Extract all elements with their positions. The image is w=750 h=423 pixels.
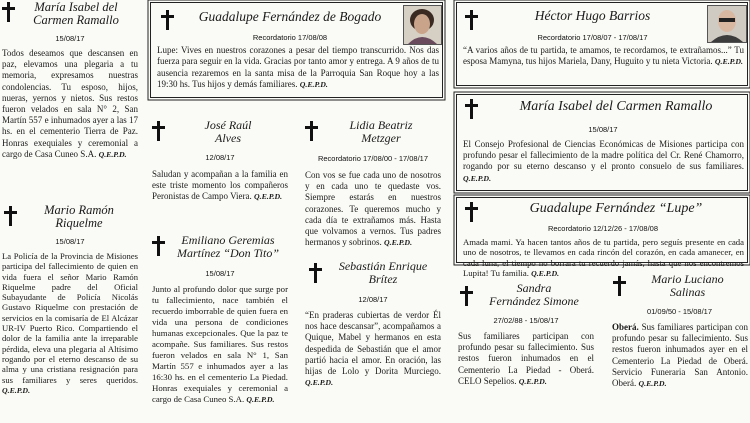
notice-name xyxy=(168,119,288,144)
notice-date: 15/08/17 xyxy=(55,237,85,246)
notice-date: 15/08/17 xyxy=(588,125,618,134)
name-line: Alves xyxy=(215,130,241,145)
notice-mario-ramon-riquelme xyxy=(0,203,140,423)
notice-maria-isabel-ramallo-2 xyxy=(456,94,748,191)
qepd-signature: Q.E.P.D. xyxy=(305,378,334,388)
notice-emiliano-martinez xyxy=(150,232,290,423)
notice-date: 15/08/17 xyxy=(55,34,85,43)
name-line: Mario Luciano xyxy=(651,272,724,286)
name-line: Mario Ramón xyxy=(44,203,114,217)
cross-icon xyxy=(464,202,479,222)
notice-name xyxy=(181,10,399,24)
notice-body xyxy=(305,170,441,248)
name-line: María Isabel del Carmen Ramallo xyxy=(519,99,713,114)
notice-name xyxy=(485,202,747,217)
name-line: Sandra xyxy=(516,281,552,295)
body-text: Con vos se fue cada uno de nosotros y en cada uno te quedaste vos. Siempre estarás en nuestros corazones. Te queremos mucho y cada día te extrañamos más. Hasta que volvamos a vernos. Tus padres hermanos y sobrinos. xyxy=(305,170,441,248)
notice-lidia-metzger xyxy=(303,117,443,257)
body-lead: Oberá. xyxy=(612,322,639,332)
body-text: “A varios años de tu partida, te amamos, te recordamos, te extrañamos...” Tu esposa Mamyna, tus hijos Mariela, Dany, Huguito y tu nieta Victoria. xyxy=(463,45,744,67)
notice-name xyxy=(166,234,290,259)
notice-body xyxy=(152,169,288,203)
notice-date: Recordatorio 17/08/00 - 17/08/17 xyxy=(317,154,429,163)
notice-date: Recordatorio 17/08/07 - 17/08/17 xyxy=(537,33,648,42)
qepd-signature: Q.E.P.D. xyxy=(246,395,275,404)
portrait-photo xyxy=(707,5,747,43)
notice-name xyxy=(14,1,138,27)
portrait-woman-icon xyxy=(404,6,441,44)
body-text: Sus familiares participan con profundo pesar su fallecimiento. Sus restos fueron inhumados ayer en el Cementerio La Piedad de Oberá. Servicio Funeraria San Antonio. Oberá. xyxy=(612,322,749,389)
notice-jose-raul-alves xyxy=(150,117,290,225)
notice-body xyxy=(612,322,748,389)
notice-sandra-fernandez-simone xyxy=(456,278,596,423)
notice-body xyxy=(305,310,441,388)
cross-icon xyxy=(464,10,479,30)
notice-guadalupe-fernandez-bogado xyxy=(150,2,443,98)
notice-date: Recordatorio 17/08/08 xyxy=(252,33,328,42)
notice-date: 15/08/17 xyxy=(205,269,235,278)
qepd-signature: Q.E.P.D. xyxy=(2,385,31,395)
cross-icon xyxy=(151,121,166,141)
notice-date: 27/02/88 - 15/08/17 xyxy=(493,316,559,325)
body-text: La Policía de la Provincia de Misiones participa del fallecimiento de quien en vida fuera el señor Mario Ramón Riquelme padre del Oficial Subayudante de Policía Nicolás Gustavo Riquelme con prestación de servicios en la comisaría de El Alcázar UR-IV Puerto Rico. Compartiendo el dolor de la familia ante la irreparable pérdida, eleva una plegaria al Altísimo rogando por el eterno descanso de su alma y una cristiana resignación para sus familiares y seres queridos. xyxy=(2,251,138,385)
cross-icon xyxy=(304,121,319,141)
name-line: Sebastián Enrique xyxy=(338,259,428,273)
name-line: Riquelme xyxy=(55,216,103,231)
notice-name xyxy=(474,282,594,307)
notice-body xyxy=(463,45,744,67)
name-line: Héctor Hugo Barrios xyxy=(534,8,651,23)
cross-icon xyxy=(612,276,627,296)
qepd-signature: Q.E.P.D. xyxy=(714,57,743,67)
body-text: Todos deseamos que descansen en paz, elevamos una plegaria a tu memoria, expresamos nuestras condolencias. Tu esposo, hijos, nueras, yernos y nietos. Sus restos fueron velados en sala N° 2, San Martín 557 e inhumados ayer a las 17 hs. en el cementerio Tierra de Paz. Honras exequiales y ceremonial a cargo de Casa Cuneo S.A. xyxy=(2,48,138,159)
qepd-signature: Q.E.P.D. xyxy=(299,79,328,89)
body-text: Junto al profundo dolor que surge por tu fallecimiento, nace también el recuerdo imborrable de quien fuera en vida una persona de condiciones humanas excepcionales. Que la paz te acompañe. Sus familiares. Sus restos fueron velados en sala N° 1, San Martín 557 e inhumados ayer a las 16:30 hs. en el cementerio La Piedad. Honras exequiales y ceremonial a cargo de Casa Cuneo S.A. xyxy=(152,284,288,404)
cross-icon xyxy=(308,263,323,283)
notice-name xyxy=(485,100,747,115)
notice-body xyxy=(463,139,744,184)
notice-name xyxy=(485,9,700,23)
portrait-photo xyxy=(403,5,442,45)
name-line: Emiliano Geremias xyxy=(181,233,275,247)
notice-maria-isabel-ramallo-1 xyxy=(0,0,140,198)
cross-icon xyxy=(3,206,18,226)
body-text: Lupe: Vives en nuestros corazones a pesar del tiempo transcurrido. Nos das fuerza para seguir en la vida. Gracias por tanto amor y entrega. A 9 años de tu ausencia rezaremos en la santa misa de la Parroquia San Roque hoy a las 19:30 hs. Tus hijos y demás familiares. xyxy=(157,45,439,89)
cross-icon xyxy=(459,286,474,306)
notice-body xyxy=(2,48,138,160)
body-text: El Consejo Profesional de Ciencias Económicas de Misiones participa con profundo pesar el fallecimiento de la madre política del Cr. René Chamorro, rogando por su eterno descanso y el pronto consuelo de sus familiares. xyxy=(463,139,744,172)
notice-body xyxy=(157,45,439,90)
notice-date: Recordatorio 12/12/26 - 17/08/08 xyxy=(547,224,659,233)
name-line: Brítez xyxy=(368,271,398,286)
qepd-signature: Q.E.P.D. xyxy=(518,376,547,386)
qepd-signature: Q.E.P.D. xyxy=(254,192,283,202)
qepd-signature: Q.E.P.D. xyxy=(98,149,127,159)
name-line: Fernández Simone xyxy=(489,293,579,308)
name-line: Salinas xyxy=(669,284,706,299)
portrait-man-icon xyxy=(708,6,746,42)
body-text: Sus familiares participan con profundo pesar su fallecimiento. Sus restos fueron inhumados en el Cementerio La Piedad - Oberá. CELO Sepelios. xyxy=(458,331,594,386)
name-line: María Isabel del xyxy=(34,0,118,14)
cross-icon xyxy=(160,10,175,30)
notice-body xyxy=(458,331,594,387)
name-line: Martínez “Don Tito” xyxy=(176,245,280,260)
notice-body xyxy=(2,251,138,396)
notice-mario-luciano-salinas xyxy=(609,270,750,423)
cross-icon xyxy=(464,99,479,119)
qepd-signature: Q.E.P.D. xyxy=(384,238,413,248)
notice-name xyxy=(325,260,441,285)
qepd-signature: Q.E.P.D. xyxy=(463,173,492,183)
notice-date: 12/08/17 xyxy=(205,153,235,162)
name-line: Guadalupe Fernández “Lupe” xyxy=(529,201,703,216)
notice-hector-hugo-barrios xyxy=(456,2,748,86)
notice-name xyxy=(18,204,140,230)
name-line: Metzger xyxy=(361,130,401,145)
body-text: “En praderas cubiertas de verdor Él nos hace descansar”, acompañamos a Quique, Mabel y hermanos en esta despedida de Sebastián que el amor partió hacia el amor. En oración, las hijas de Lolo y Dorita Murciego. xyxy=(305,310,441,377)
notice-date: 12/08/17 xyxy=(358,295,388,304)
name-line: Carmen Ramallo xyxy=(33,13,119,28)
qepd-signature: Q.E.P.D. xyxy=(531,269,560,279)
notice-date: 01/09/50 - 15/08/17 xyxy=(646,307,713,316)
name-line: José Raúl xyxy=(204,118,252,132)
notice-body xyxy=(152,284,288,405)
cross-icon xyxy=(151,236,166,256)
notice-name xyxy=(321,119,441,144)
qepd-signature: Q.E.P.D. xyxy=(638,379,667,389)
notice-sebastian-britez xyxy=(303,257,443,423)
name-line: Lidia Beatriz xyxy=(349,118,413,132)
notice-name xyxy=(627,273,748,298)
body-text: Amada mami. Ya hacen tantos años de tu partida, pero seguís presente en cada uno de nosotros, te llevamos en cada rincón del corazón, en cada amanecer, en cada luna, el tiempo no borrara tu recuerdo jamás, hasta que nos encontremos Lupita! Tu familia. xyxy=(463,237,744,279)
body-text: Saludan y acompañan a la familia en este triste momento los compañeros Peronistas de Campo Viera. xyxy=(152,169,288,202)
name-line: Guadalupe Fernández de Bogado xyxy=(198,9,382,24)
